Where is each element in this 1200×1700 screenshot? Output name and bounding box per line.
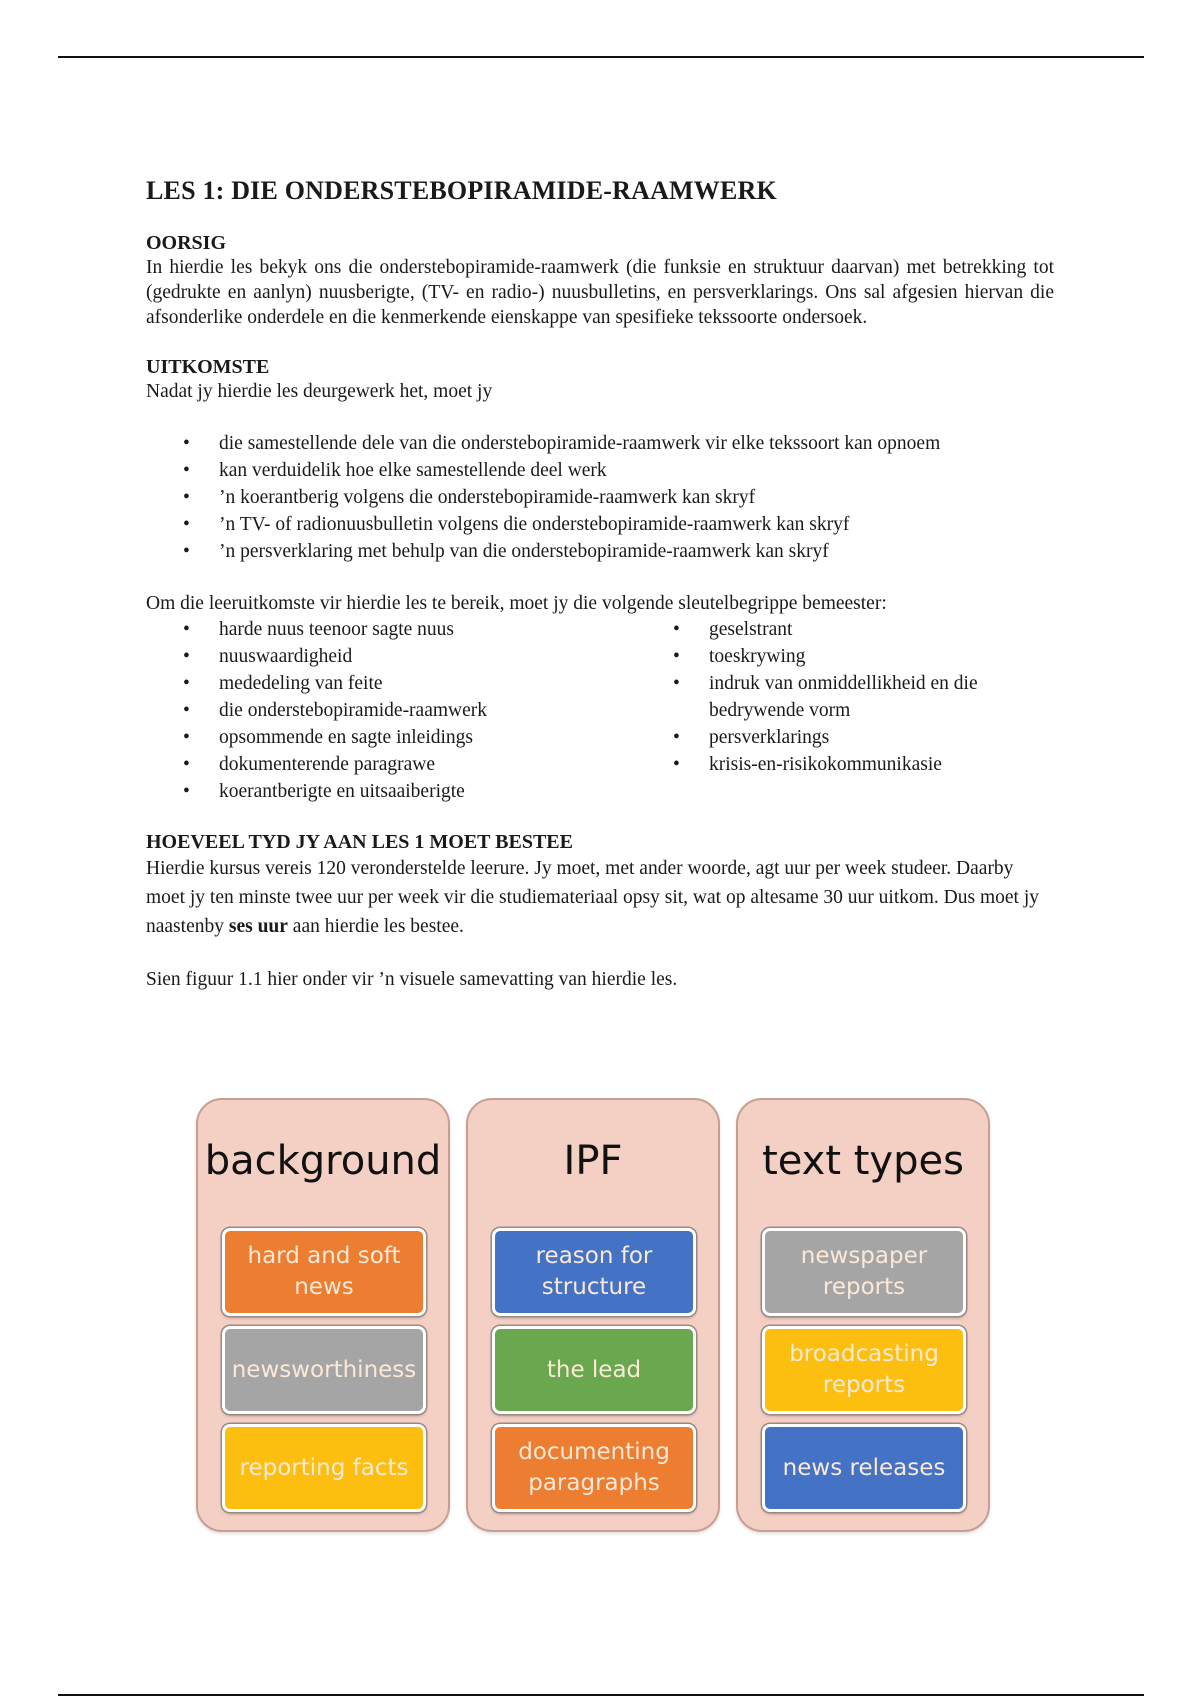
panel-title: background bbox=[204, 1138, 442, 1184]
bottom-rule bbox=[58, 1694, 1144, 1696]
outcomes-intro: Nadat jy hierdie les deurgewerk het, moet jy bbox=[146, 381, 493, 402]
panel-title: text types bbox=[762, 1138, 964, 1184]
list-item: • ’n koerantberig volgens die onderstebopiramide-raamwerk kan skryf bbox=[146, 484, 1054, 511]
list-item: • indruk van onmiddellikheid en die bedrywende vorm bbox=[636, 670, 1054, 724]
diagram-box: hard and soft news bbox=[222, 1228, 426, 1316]
diagram-box: the lead bbox=[492, 1326, 696, 1414]
lesson-summary-diagram bbox=[196, 1098, 988, 1530]
concepts-list-right bbox=[636, 616, 1054, 805]
diagram-box: newspaper reports bbox=[762, 1228, 966, 1316]
time-section bbox=[146, 831, 1054, 941]
concepts-section bbox=[146, 591, 1054, 805]
concepts-list-left bbox=[146, 616, 636, 805]
panel-text-types bbox=[736, 1098, 990, 1532]
list-item: • kan verduidelik hoe elke samestellende deel werk bbox=[146, 457, 1054, 484]
list-item: • die onderstebopiramide-raamwerk bbox=[146, 697, 636, 724]
outcomes-heading: UITKOMSTE bbox=[146, 356, 270, 378]
list-item: • geselstrant bbox=[636, 616, 1054, 643]
panel-background bbox=[196, 1098, 450, 1532]
figure-note: Sien figuur 1.1 hier onder vir ’n visuele samevatting van hierdie les. bbox=[146, 969, 678, 990]
list-item: • nuuswaardigheid bbox=[146, 643, 636, 670]
diagram-box: reason for structure bbox=[492, 1228, 696, 1316]
diagram-box: documenting paragraphs bbox=[492, 1424, 696, 1512]
overview-text: In hierdie les bekyk ons die onderstebopiramide-raamwerk (die funksie en struktuur daarvan) met betrekking tot (gedrukte en aanlyn) nuusberigte, (TV- en radio-) nuusbulletins, en persverklarings. Ons sal afgesien hiervan die afsonderlike onderdele en die kenmerkende eienskappe van spesifieke tekssoorte ondersoek. bbox=[146, 257, 1054, 328]
diagram-box: broadcasting reports bbox=[762, 1326, 966, 1414]
list-item: • koerantberigte en uitsaaiberigte bbox=[146, 778, 636, 805]
time-heading: HOEVEEL TYD JY AAN LES 1 MOET BESTEE bbox=[146, 831, 573, 853]
list-item: • toeskrywing bbox=[636, 643, 1054, 670]
list-item: • mededeling van feite bbox=[146, 670, 636, 697]
diagram-box: newsworthiness bbox=[222, 1326, 426, 1414]
concepts-intro: Om die leeruitkomste vir hierdie les te bereik, moet jy die volgende sleutelbegrippe bemeester: bbox=[146, 593, 887, 614]
list-item: • krisis-en-risikokommunikasie bbox=[636, 751, 1054, 778]
time-emphasis: ses uur bbox=[228, 916, 288, 937]
list-item: • ’n TV- of radionuusbulletin volgens die onderstebopiramide-raamwerk kan skryf bbox=[146, 511, 1054, 538]
page-title: LES 1: DIE ONDERSTEBOPIRAMIDE-RAAMWERK bbox=[146, 176, 777, 205]
outcomes-list bbox=[146, 430, 1054, 565]
list-item: • persverklarings bbox=[636, 724, 1054, 751]
panel-ipf bbox=[466, 1098, 720, 1532]
overview-heading: OORSIG bbox=[146, 232, 227, 254]
document-body bbox=[146, 176, 1054, 992]
list-item: • opsommende en sagte inleidings bbox=[146, 724, 636, 751]
list-item: • dokumenterende paragrawe bbox=[146, 751, 636, 778]
list-item: • ’n persverklaring met behulp van die onderstebopiramide-raamwerk kan skryf bbox=[146, 538, 1054, 565]
top-rule bbox=[58, 56, 1144, 58]
diagram-box: news releases bbox=[762, 1424, 966, 1512]
panel-title: IPF bbox=[563, 1138, 623, 1184]
overview-section bbox=[146, 232, 1054, 330]
outcomes-section bbox=[146, 356, 1054, 565]
diagram-box: reporting facts bbox=[222, 1424, 426, 1512]
time-text: Hierdie kursus vereis 120 veronderstelde leerure. Jy moet, met ander woorde, agt uur per week studeer. Daarby moet jy ten minste twee uur per week vir die studiemateriaal opsy sit, wat op altesame 30 uur uitkom. Dus moet jy naastenby ses uur aan hierdie les bestee. bbox=[146, 858, 1040, 937]
list-item: • harde nuus teenoor sagte nuus bbox=[146, 616, 636, 643]
list-item: • die samestellende dele van die onderstebopiramide-raamwerk vir elke tekssoort kan opnoem bbox=[146, 430, 1054, 457]
